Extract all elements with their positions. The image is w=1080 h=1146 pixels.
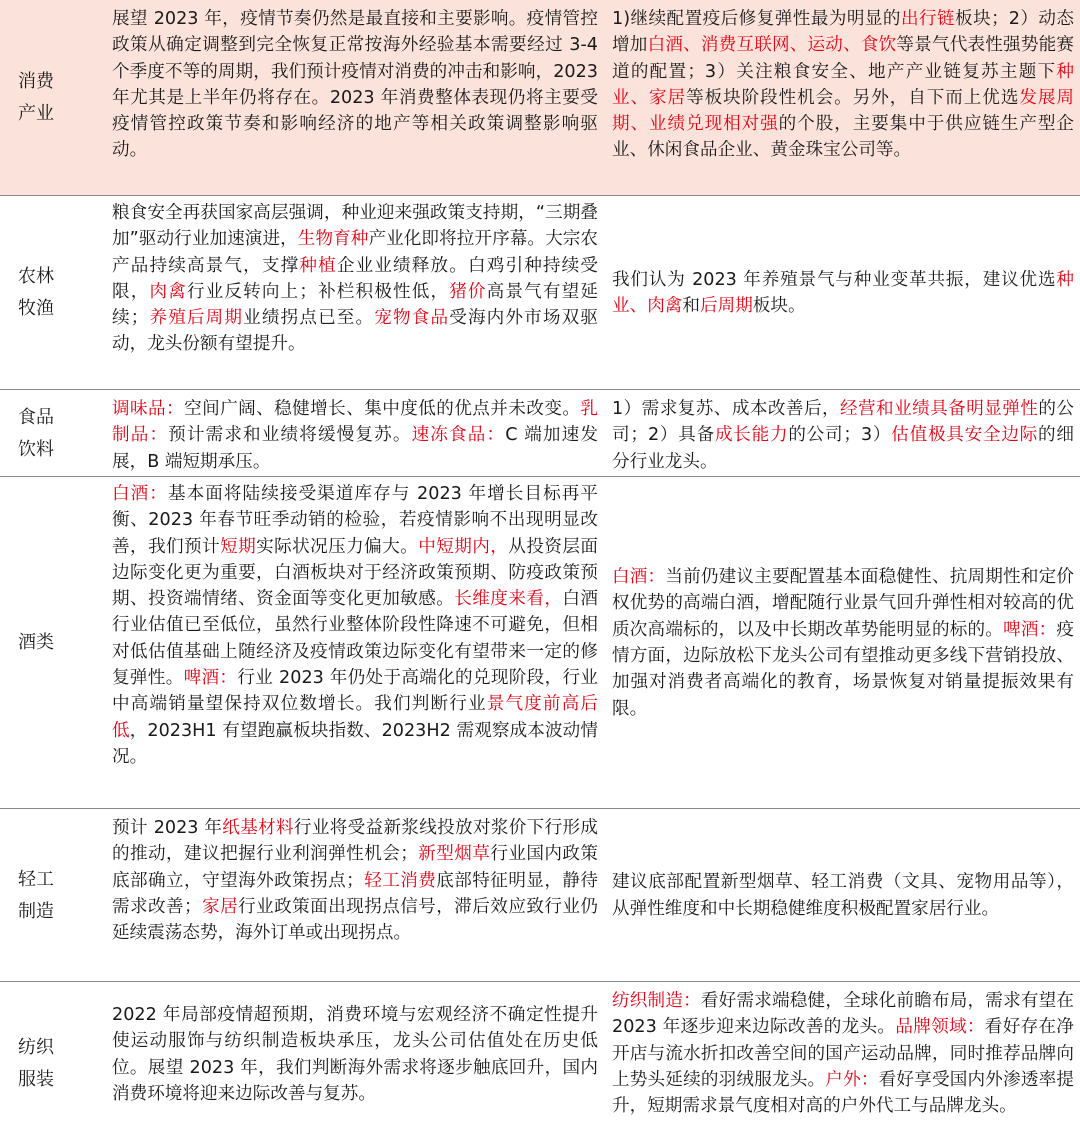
- body-text: 行业政策面出现拐点信号，滞后效应致行业仍延续震荡态势，海外订单或出现拐点。: [112, 896, 598, 944]
- body-text: 实际状况压力偏大。: [256, 536, 419, 557]
- highlight-text: 种业、肉禽: [612, 269, 1074, 316]
- body-text: 预计需求和业绩将缓慢复苏。: [168, 425, 412, 446]
- highlight-text: 长维度来看，: [454, 589, 563, 610]
- body-text: 1)继续配置疫后修复弹性最为明显的: [612, 9, 901, 29]
- sector-label: [0, 982, 100, 1146]
- recommendation-cell: [612, 988, 1074, 1119]
- body-text: 粮食安全再获国家高层强调，种业迎来强政策支持期，“三期叠加”驱动行业加速演进，: [112, 203, 598, 250]
- sector-label-line: 饮料: [18, 438, 54, 460]
- body-text: 和: [682, 296, 700, 316]
- highlight-text: 种植: [299, 255, 337, 276]
- highlight-text: 短期: [220, 536, 257, 557]
- highlight-text: 生物育种: [297, 229, 369, 250]
- highlight-text: 养殖后周期: [148, 308, 244, 329]
- highlight-text: 后周期: [700, 296, 753, 316]
- body-text: 高景气有望延续；: [112, 281, 598, 329]
- highlight-text: 经营和业绩具备明显弹性: [840, 399, 1039, 419]
- table-row: [0, 0, 1080, 196]
- body-text: 展望 2023 年，疫情节奏仍然是最直接和主要影响。疫情管控政策从确定调整到完全恢复正常按海外经验基本需要经过 3-4 个季度不等的周期，我们预计疫情对消费的冲击和影响，2023 年尤其是上半年仍将存在。2023 年消费整体表现仍将主要受疫情管控政策节奏和影响经济的地产等相关政策调整影响驱动。: [112, 9, 598, 161]
- analysis-cell: [112, 200, 598, 358]
- row-divider: [0, 195, 1080, 196]
- sector-label-line: 服装: [18, 1069, 54, 1090]
- sector-label: [0, 196, 100, 390]
- recommendation-cell: [612, 196, 1074, 390]
- sector-label: [0, 477, 100, 809]
- body-text: 的公司；3）: [788, 425, 892, 446]
- highlight-text: 轻工消费: [363, 870, 437, 891]
- highlight-text: 猪价: [449, 281, 487, 302]
- highlight-text: 品牌领域：: [895, 1017, 985, 1038]
- body-text: 行业反转向上；补栏积极性低，: [186, 281, 450, 302]
- highlight-text: 纸基材料: [222, 818, 294, 838]
- recommendation-cell: [612, 809, 1074, 982]
- highlight-text: 啤酒：: [183, 668, 238, 689]
- body-text: 基本面将陆续接受渠道库存与 2023 年增长目标再平衡、2023 年春节旺季动销的检验，若疫情影响不出现明显改善，我们预计: [112, 484, 598, 557]
- body-text: 我们认为 2023 年养殖景气与种业变革共振，建议优选: [612, 269, 1057, 290]
- body-text: 看好需求端稳健，全球化前瞻布局，需求有望在 2023 年逐步迎来边际改善的龙头。: [612, 991, 1074, 1038]
- highlight-text: 估值极具安全边际: [891, 425, 1039, 446]
- body-text: 等景气代表性强势能赛道的配置；3）关注粮食安全、地产产业链复苏主题下: [612, 35, 1074, 82]
- sector-label: [0, 0, 100, 196]
- sector-label: [0, 809, 100, 982]
- highlight-text: 白酒：: [112, 484, 168, 504]
- body-text: 疫情方面，边际放松下龙头公司有望推动更多线下营销投放、加强对消费者高端化的教育，场景恢复对销量提振效果有限。: [612, 619, 1074, 719]
- body-text: 看好存在净开店与流水折扣改善空间的国产运动品牌，同时推荐品牌向上势头延续的羽绒服龙头。: [612, 1017, 1074, 1090]
- body-text: 2022 年局部疫情超预期，消费环境与宏观经济不确定性提升使运动服饰与纺织制造板块承压，龙头公司估值处在历史低位。展望 2023 年，我们判断海外需求将逐步触底回升，国内消费环境将迎来边际改善与复苏。: [112, 1005, 598, 1104]
- body-text: 行业国内政策底部确立，守望海外政策拐点；: [112, 844, 598, 891]
- recommendation-cell: [612, 6, 1074, 164]
- sector-label-line: 纺织: [18, 1037, 54, 1058]
- body-text: 板块；2）动态增加: [612, 9, 1074, 56]
- highlight-text: 户外：: [825, 1069, 879, 1090]
- table-row: [0, 477, 1080, 809]
- body-text: 从投资层面边际变化更为重要，白酒板块对于经济政策预期、防疫政策预期、投资端情绪、资金面等变化更加敏感。: [112, 536, 598, 610]
- highlight-text: 速冻食品：: [411, 425, 506, 446]
- body-text: 的公司；2）具备: [612, 399, 1074, 446]
- sector-label: [0, 390, 100, 477]
- body-text: 产业化即将拉开序幕。大宗农产品持续高景气，支撑: [112, 229, 598, 276]
- sector-label-line: 产业: [18, 103, 54, 124]
- highlight-text: 出行链: [900, 9, 956, 29]
- highlight-text: 中短期内，: [418, 536, 509, 557]
- recommendation-cell: [612, 477, 1074, 809]
- body-text: 业绩拐点已至。: [243, 308, 375, 329]
- sector-label-line: 消费: [18, 71, 54, 92]
- recommendation-cell: [612, 396, 1074, 475]
- analysis-cell: [112, 481, 598, 770]
- highlight-text: 发展周期、业绩兑现相对强: [612, 87, 1074, 135]
- analysis-cell: [112, 396, 598, 475]
- body-text: 行业将受益新浆线投放对浆价下行形成的推动，建议把握行业利润弹性机会；: [112, 818, 598, 865]
- analysis-cell: [112, 815, 598, 946]
- body-text: 的细分行业龙头。: [612, 425, 1074, 472]
- highlight-text: 白酒：: [612, 567, 666, 588]
- body-text: ，2023H1 有望跑赢板块指数、2023H2 需观察成本波动情况。: [112, 720, 598, 767]
- body-text: 受海内外市场双驱动，龙头份额有望提升。: [112, 308, 598, 355]
- body-text: 空间广阔、稳健增长、集中度低的优点并未改变。: [184, 399, 581, 419]
- highlight-text: 乳制品：: [112, 399, 598, 446]
- table-row: [0, 809, 1080, 982]
- table-row: [0, 982, 1080, 1146]
- sector-label-line: 农林: [18, 266, 54, 287]
- row-divider: [0, 389, 1080, 390]
- sector-label-line: 酒类: [18, 632, 54, 653]
- body-text: 行业 2023 年仍处于高端化的兑现阶段，行业中高端销量望保持双位数增长。我们判断行业: [112, 668, 598, 715]
- highlight-text: 宠物食品: [374, 308, 450, 329]
- row-divider: [0, 981, 1080, 982]
- body-text: 看好享受国内外渗透率提升，短期需求景气度相对高的户外代工与品牌龙头。: [612, 1069, 1074, 1117]
- sector-label-line: 制造: [18, 900, 54, 922]
- analysis-cell: [112, 6, 598, 164]
- highlight-text: 家居: [201, 896, 239, 917]
- table-row: [0, 390, 1080, 477]
- body-text: 底部特征明显，静待需求改善；: [112, 870, 598, 917]
- table-row: [0, 196, 1080, 390]
- body-text: 白酒行业估值已至低位，虽然行业整体阶段性降速不可避免，但相对低估值基础上随经济及疫情政策边际变化有望带来一定的修复弹性。: [112, 589, 598, 689]
- sector-label-line: 食品: [18, 406, 54, 428]
- body-text: 预计 2023 年: [112, 818, 223, 838]
- sector-label-line: 轻工: [18, 868, 54, 890]
- highlight-text: 白酒、消费互联网、运动、食饮: [647, 35, 897, 56]
- body-text: C 端加速发展，B 端短期承压。: [112, 425, 598, 472]
- analysis-cell: [112, 1002, 598, 1107]
- highlight-text: 景气度前高后低: [112, 694, 598, 741]
- row-divider: [0, 476, 1080, 477]
- body-text: 建议底部配置新型烟草、轻工消费（文具、宠物用品等），从弹性维度和中长期稳健维度积极配置家居行业。: [612, 872, 1074, 919]
- highlight-text: 新型烟草: [417, 844, 491, 865]
- body-text: 的个股，主要集中于供应链生产型企业、休闲食品企业、黄金珠宝公司等。: [612, 114, 1074, 161]
- highlight-text: 种业、家居: [612, 61, 1074, 108]
- sector-label-line: 牧渔: [18, 298, 54, 319]
- highlight-text: 调味品：: [112, 399, 185, 419]
- highlight-text: 肉禽: [149, 281, 187, 302]
- body-text: 板块。: [752, 296, 806, 316]
- row-divider: [0, 808, 1080, 809]
- highlight-text: 成长能力: [714, 425, 789, 446]
- body-text: 等板块阶段性机会。另外，自下而上优选: [686, 87, 1020, 108]
- body-text: 1）需求复苏、成本改善后，: [612, 399, 840, 419]
- body-text: 企业业绩释放。白鸡引种持续受限，: [112, 255, 598, 302]
- highlight-text: 纺织制造：: [612, 991, 701, 1011]
- highlight-text: 啤酒：: [1003, 619, 1057, 640]
- body-text: 当前仍建议主要配置基本面稳健性、抗周期性和定价权优势的高端白酒，增配随行业景气回升弹性相对较高的优质次高端标的，以及中长期改革势能明显的标的。: [612, 567, 1074, 640]
